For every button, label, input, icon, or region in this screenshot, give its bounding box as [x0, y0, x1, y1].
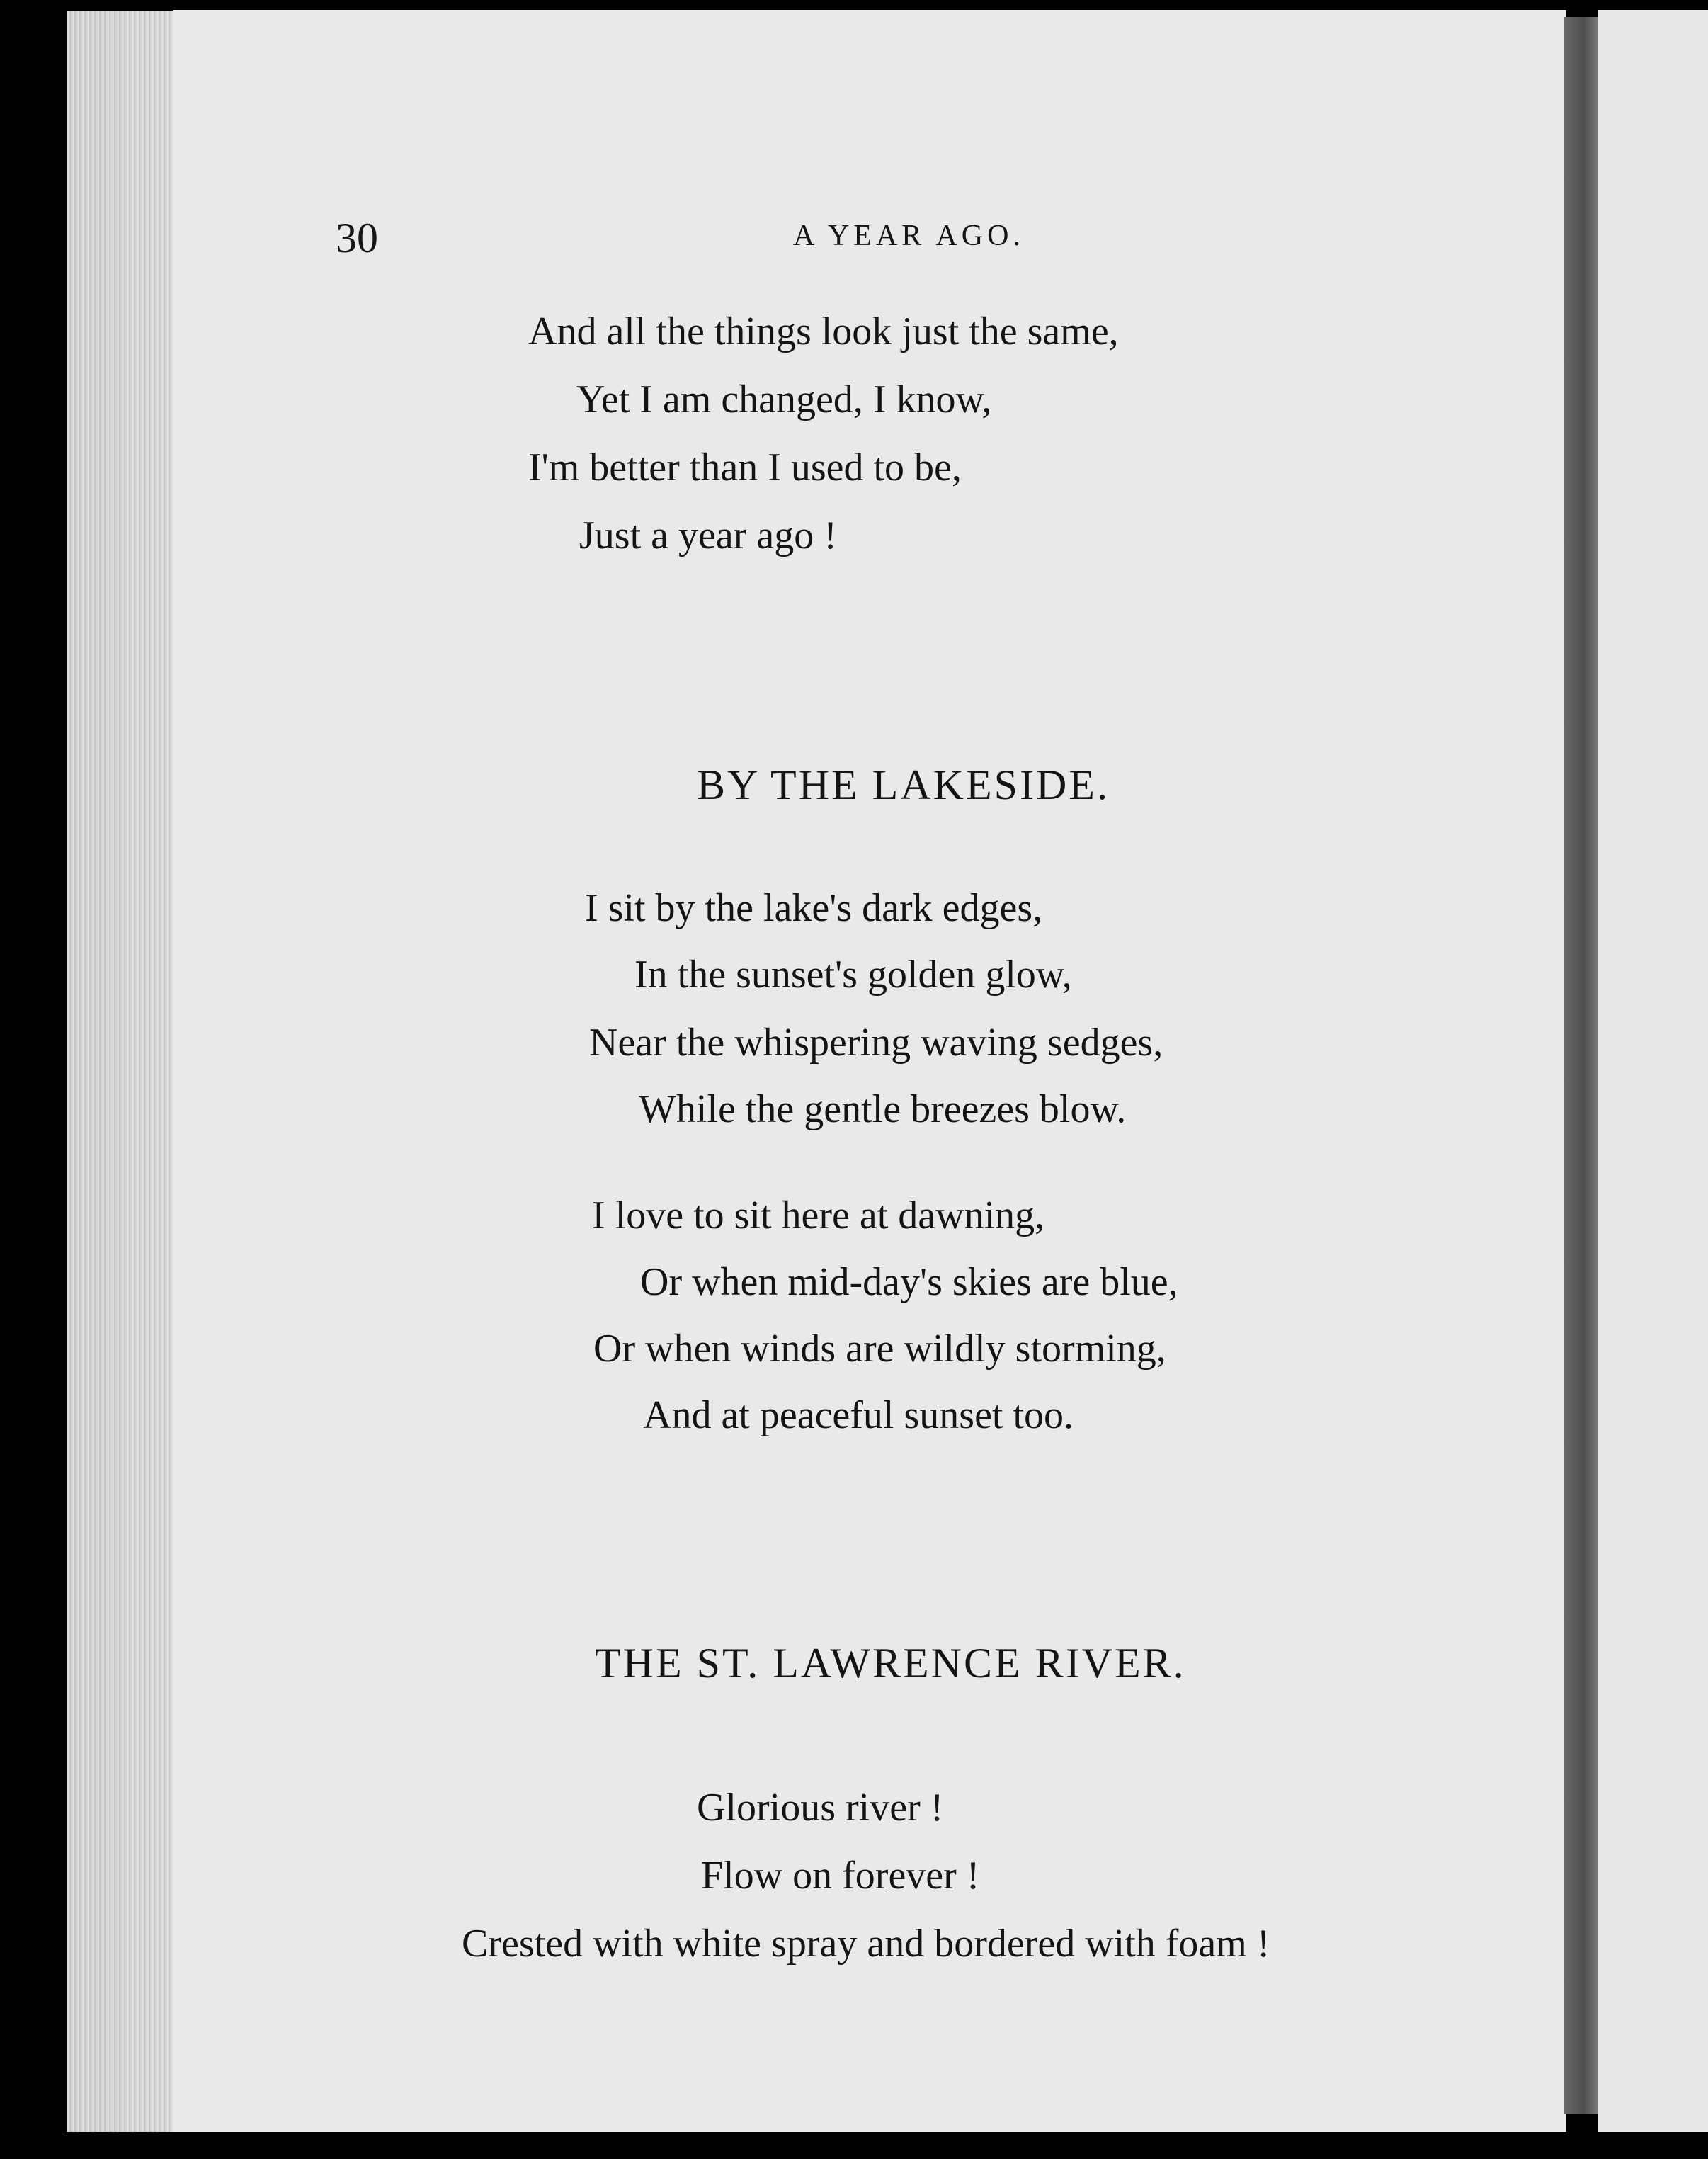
verse-line: Yet I am changed, I know,	[576, 378, 992, 421]
poem-title: BY THE LAKESIDE.	[697, 761, 1110, 808]
scan-bottom-border	[0, 2132, 1708, 2159]
verse-line: I love to sit here at dawning,	[592, 1194, 1045, 1237]
verse-line: Or when winds are wildly storming,	[593, 1327, 1166, 1371]
verse-line: I sit by the lake's dark edges,	[585, 886, 1043, 930]
verse-line: Glorious river !	[697, 1786, 944, 1830]
verse-line: And all the things look just the same,	[528, 310, 1119, 353]
gutter-shadow	[1564, 17, 1598, 2114]
verse-line: Crested with white spray and bordered with foam !	[462, 1922, 1270, 1966]
verse-line: And at peaceful sunset too.	[643, 1393, 1074, 1437]
verse-line: Near the whispering waving sedges,	[589, 1021, 1163, 1065]
poem-title: THE ST. LAWRENCE RIVER.	[595, 1640, 1186, 1687]
verse-line: While the gentle breezes blow.	[639, 1087, 1127, 1131]
verse-line: I'm better than I used to be,	[528, 446, 962, 489]
verse-line: Just a year ago !	[579, 514, 837, 557]
page-number: 30	[336, 215, 378, 261]
verse-line: Or when mid-day's skies are blue,	[640, 1260, 1178, 1304]
verse-line: Flow on forever !	[701, 1854, 980, 1898]
facing-page-edge	[1598, 10, 1708, 2135]
running-title: A YEAR AGO.	[793, 220, 1025, 252]
verse-line: In the sunset's golden glow,	[634, 953, 1072, 997]
page-edge-stack	[67, 11, 180, 2132]
